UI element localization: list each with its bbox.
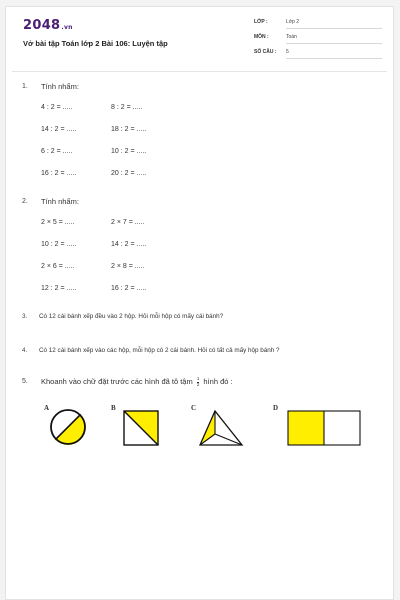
square-half-shaded xyxy=(123,410,159,446)
q3-number: 3. xyxy=(22,313,28,320)
q1-expr: 4 : 2 = ..... xyxy=(41,104,73,111)
q2-expr: 2 × 7 = ..... xyxy=(111,219,145,226)
site-logo[interactable]: 2048.vn xyxy=(23,18,73,33)
q4-text: Có 12 cái bánh xếp vào các hộp, mỗi hộp có 2 cái bánh. Hỏi có tất cả mấy hộp bánh ? xyxy=(39,347,280,354)
q1-expr: 6 : 2 = ..... xyxy=(41,148,73,155)
meta-subject-value: Toán xyxy=(286,34,382,44)
q1-expr: 20 : 2 = ..... xyxy=(111,170,147,177)
q1-number: 1. xyxy=(22,83,28,90)
option-d-label[interactable]: D xyxy=(273,404,279,412)
option-b-label[interactable]: B xyxy=(111,404,116,412)
option-c-label[interactable]: C xyxy=(191,404,197,412)
option-a-label[interactable]: A xyxy=(44,404,50,412)
q5-text-main: Khoanh vào chữ đặt trước các hình đã tô tậm xyxy=(41,377,193,386)
q5-number: 5. xyxy=(22,378,28,385)
q2-expr: 12 : 2 = ..... xyxy=(41,285,77,292)
q3-text: Có 12 cái bánh xếp đều vào 2 hộp. Hỏi mỗi hộp có mấy cái bánh? xyxy=(39,313,224,320)
q2-expr: 16 : 2 = ..... xyxy=(111,285,147,292)
q1-expr: 14 : 2 = ..... xyxy=(41,126,77,133)
q5-text-end: hình đó : xyxy=(203,377,233,386)
q1-text: Tính nhẩm: xyxy=(41,82,79,91)
q1-expr: 18 : 2 = ..... xyxy=(111,126,147,133)
q1-expr: 10 : 2 = ..... xyxy=(111,148,147,155)
meta-count-value: 5 xyxy=(286,49,382,59)
q4-number: 4. xyxy=(22,347,28,354)
q2-expr: 2 × 8 = ..... xyxy=(111,263,145,270)
q2-expr: 2 × 5 = ..... xyxy=(41,219,75,226)
meta-count-key: SỐ CÂU : xyxy=(254,49,277,55)
q1-expr: 8 : 2 = ..... xyxy=(111,104,143,111)
half-fraction: $\frac{1}{2}$ xyxy=(196,376,200,387)
q2-number: 2. xyxy=(22,198,28,205)
meta-class-value: Lớp 2 xyxy=(286,19,382,29)
page-title: Vở bài tập Toán lớp 2 Bài 106: Luyện tập xyxy=(23,39,168,48)
q2-expr: 14 : 2 = ..... xyxy=(111,241,147,248)
q5-text xyxy=(41,377,233,387)
worksheet-page xyxy=(5,6,394,600)
circle-half-shaded xyxy=(50,409,86,445)
meta-class-key: LỚP : xyxy=(254,19,268,25)
q2-expr: 2 × 6 = ..... xyxy=(41,263,75,270)
q2-expr: 10 : 2 = ..... xyxy=(41,241,77,248)
rectangle-half-shaded xyxy=(287,410,361,446)
meta-subject-key: MÔN : xyxy=(254,34,269,40)
triangle-third-shaded xyxy=(196,410,246,446)
q1-expr: 16 : 2 = ..... xyxy=(41,170,77,177)
q2-text: Tính nhẩm: xyxy=(41,197,79,206)
header-divider xyxy=(12,71,387,72)
